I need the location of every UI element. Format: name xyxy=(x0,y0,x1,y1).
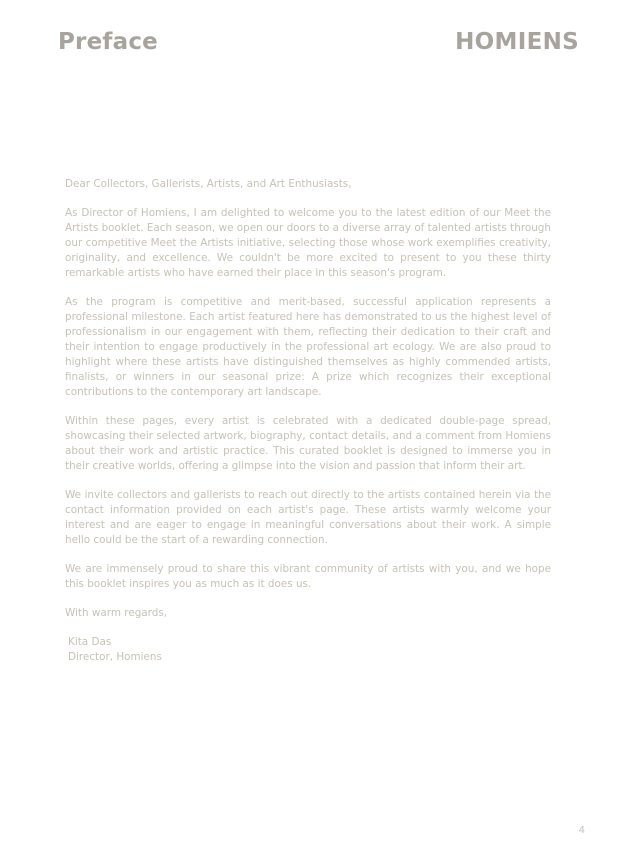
paragraph-welcome: As Director of Homiens, I am delighted to welcome you to the latest edition of our Meet the Artists booklet. Each season, we open our doors to a diverse array of talented artists through our competitive Meet the Artists initiative, selecting those whose work exemplifies creativity, originality, and excellence. We couldn't be more excited to present to you these thirty remarkable artists who have earned their place in this season's program. xyxy=(65,207,551,279)
salutation: Dear Collectors, Gallerists, Artists, and Art Enthusiasts, xyxy=(65,178,352,190)
brand-logo-text: HOMIENS xyxy=(455,29,579,55)
paragraph-pages: Within these pages, every artist is celebrated with a dedicated double-page spread, showcasing their selected artwork, biography, contact details, and a comment from Homiens about their work and artistic practice. This curated booklet is designed to immerse you in their creative worlds, offering a glimpse into the vision and passion that inform their art. xyxy=(65,415,551,472)
paragraph-program: As the program is competitive and merit-based, successful application represents a professional milestone. Each artist featured here has demonstrated to us the highest level of professionalism in our engagement with them, reflecting their dedication to their craft and their intention to engage productively in the professional art ecology. We are also proud to highlight where these artists have distinguished themselves as highly commended artists, finalists, or winners in our seasonal prize: A prize which recognizes their exceptional contributions to the contemporary art landscape. xyxy=(65,296,551,398)
page-title: Preface xyxy=(58,29,158,55)
paragraph-pride: We are immensely proud to share this vibrant community of artists with you, and we hope this booklet inspires you as much as it does us. xyxy=(65,563,551,590)
preface-letter xyxy=(65,177,551,665)
signature-block xyxy=(65,635,551,665)
paragraph-invitation: We invite collectors and gallerists to reach out directly to the artists contained herein via the contact information provided on each artist's page. These artists warmly welcome your interest and are eager to engage in meaningful conversations about their work. A simple hello could be the start of a rewarding connection. xyxy=(65,489,551,546)
page-number: 4 xyxy=(578,825,585,836)
signature-title: Director, Homiens xyxy=(68,651,162,663)
signature-name: Kita Das xyxy=(68,636,112,648)
closing: With warm regards, xyxy=(65,607,168,619)
